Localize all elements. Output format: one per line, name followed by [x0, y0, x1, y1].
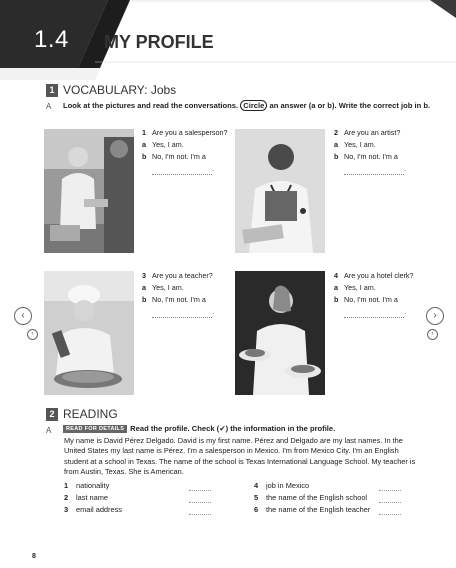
- check-blank-3[interactable]: [189, 514, 211, 515]
- option-a-text: Yes, I am.: [152, 283, 184, 292]
- chevron-right-icon: ›: [433, 310, 437, 321]
- question-text: Are you a teacher?: [152, 271, 213, 280]
- option-a-text: Yes, I am.: [152, 140, 184, 149]
- chevron-left-small-icon: ‹: [31, 331, 34, 337]
- chevron-right-small-icon: ›: [431, 331, 434, 337]
- profile-text: My name is David Pérez Delgado. David is my first name. Pérez and Delgado are my last names. In the United States my last name is Pérez. I'm a salesperson in Mexico. I'm from Mexico City. I'm an English student at a school in Texas. The name of the school is Texas International Language School. My teacher is from Austin, Texas. She is American.: [64, 436, 416, 476]
- section-title-reading: READING: [63, 407, 118, 421]
- option-a-letter: a: [334, 140, 338, 149]
- check-item-1: 1 nationality: [64, 481, 110, 490]
- check-blank-5[interactable]: [379, 502, 401, 503]
- option-b-text: No, I'm not. I'm a: [344, 152, 398, 161]
- question-number: 3: [142, 271, 146, 280]
- photo-salesperson: [44, 129, 134, 253]
- check-item-5: 5 the name of the English school: [254, 493, 368, 502]
- option-b-letter: b: [142, 152, 147, 161]
- question-text: Are you an artist?: [344, 128, 401, 137]
- option-a-text: Yes, I am.: [344, 283, 376, 292]
- section-number-reading: 2: [46, 408, 58, 421]
- question-4: 4 Are you a hotel clerk? a Yes, I am. b No, I'm not. I'm a .: [334, 271, 414, 316]
- answer-blank-3[interactable]: [152, 309, 212, 318]
- next-page-button[interactable]: [426, 307, 444, 325]
- question-text: Are you a hotel clerk?: [344, 271, 414, 280]
- check-blank-1[interactable]: [189, 490, 211, 491]
- exercise-letter-a-reading: A: [46, 426, 52, 435]
- check-blank-2[interactable]: [189, 502, 211, 503]
- option-b-text: No, I'm not. I'm a: [152, 295, 206, 304]
- page-number: 8: [32, 553, 36, 560]
- option-a-letter: a: [142, 283, 146, 292]
- option-b-letter: b: [334, 152, 339, 161]
- chevron-left-icon: ‹: [21, 310, 25, 321]
- page-title: MY PROFILE: [104, 32, 214, 52]
- section-title-vocab: VOCABULARY: Jobs: [63, 83, 177, 97]
- option-b-letter: b: [334, 295, 339, 304]
- next-small-button[interactable]: [427, 329, 438, 340]
- option-a-letter: a: [142, 140, 146, 149]
- vocab-instruction: [63, 101, 430, 110]
- section-number-vocab: 1: [46, 84, 58, 97]
- option-b-text: No, I'm not. I'm a: [344, 295, 398, 304]
- question-2: 2 Are you an artist? a Yes, I am. b No, I'm not. I'm a .: [334, 128, 406, 173]
- instruction-circle-word: Circle: [240, 100, 267, 111]
- reading-instruction: [63, 424, 335, 433]
- option-a-text: Yes, I am.: [344, 140, 376, 149]
- photo-server: [235, 271, 325, 395]
- check-item-6: 6 the name of the English teacher: [254, 505, 371, 514]
- exercise-letter-a: A: [46, 102, 52, 111]
- instruction-pre: Look at the pictures and read the conversations.: [63, 101, 239, 110]
- check-item-4: 4 job in Mexico: [254, 481, 310, 490]
- check-item-2: 2 last name: [64, 493, 109, 502]
- question-3: 3 Are you a teacher? a Yes, I am. b No, I'm not. I'm a .: [142, 271, 214, 316]
- answer-blank-2[interactable]: [344, 166, 404, 175]
- option-b-letter: b: [142, 295, 147, 304]
- reading-instruction-text: Read the profile. Check (✔) the information in the profile.: [130, 424, 336, 433]
- question-number: 2: [334, 128, 338, 137]
- option-b-text: No, I'm not. I'm a: [152, 152, 206, 161]
- answer-blank-4[interactable]: [344, 309, 404, 318]
- option-a-letter: a: [334, 283, 338, 292]
- check-blank-4[interactable]: [379, 490, 401, 491]
- check-blank-6[interactable]: [379, 514, 401, 515]
- check-item-3: 3 email address: [64, 505, 123, 514]
- question-number: 4: [334, 271, 338, 280]
- question-number: 1: [142, 128, 146, 137]
- question-1: 1 Are you a salesperson? a Yes, I am. b No, I'm not. I'm a .: [142, 128, 228, 173]
- answer-blank-1[interactable]: [152, 166, 212, 175]
- prev-small-button[interactable]: [27, 329, 38, 340]
- unit-number: 1.4: [34, 26, 69, 53]
- photo-chef: [44, 271, 134, 395]
- read-for-details-tag: READ FOR DETAILS: [63, 425, 127, 433]
- photo-doctor: [235, 129, 325, 253]
- instruction-post: an answer (a or b). Write the correct job in b.: [269, 101, 431, 110]
- prev-page-button[interactable]: [14, 307, 32, 325]
- question-text: Are you a salesperson?: [152, 128, 228, 137]
